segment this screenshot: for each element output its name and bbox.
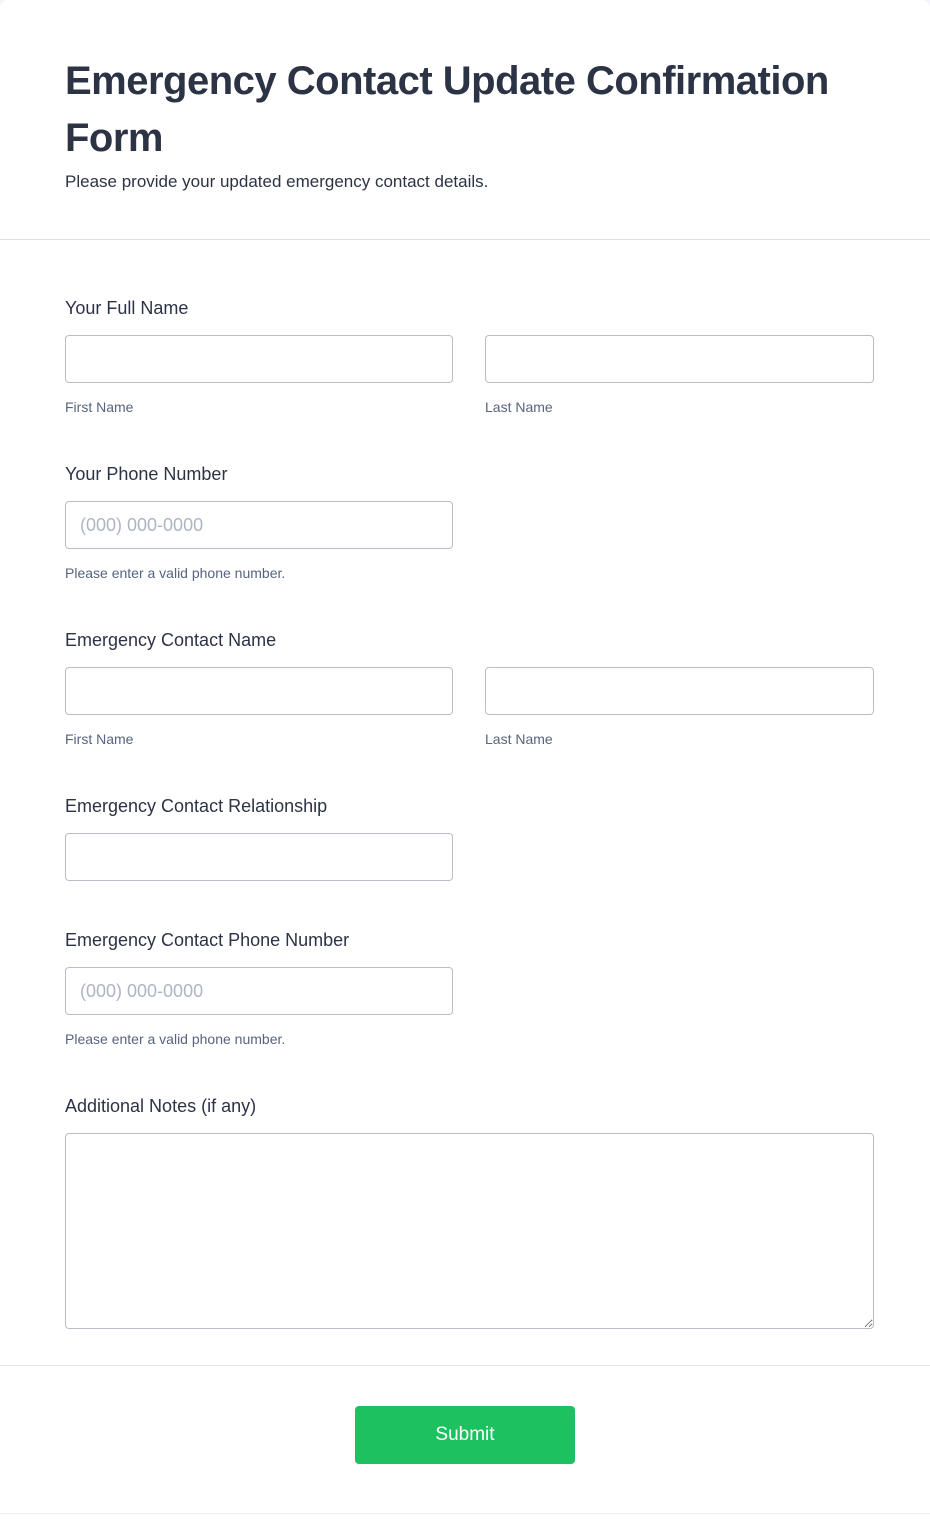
emergency-relationship-label: Emergency Contact Relationship [65, 796, 328, 816]
phone-label: Your Phone Number [65, 464, 228, 484]
full-name-first-input[interactable] [65, 335, 453, 383]
form-footer [0, 1365, 930, 1514]
full-name-last-input[interactable] [485, 335, 874, 383]
question-phone [65, 463, 874, 581]
emergency-name-columns [65, 667, 874, 747]
emergency-name-last-sublabel: Last Name [485, 731, 553, 747]
question-notes [65, 1095, 874, 1329]
emergency-name-first-input[interactable] [65, 667, 453, 715]
full-name-last-sublabel: Last Name [485, 399, 553, 415]
emergency-phone-label: Emergency Contact Phone Number [65, 930, 350, 950]
full-name-first-sublabel: First Name [65, 399, 134, 415]
full-name-columns [65, 335, 874, 415]
emergency-phone-input[interactable] [65, 967, 453, 1015]
notes-textarea[interactable] [65, 1133, 874, 1329]
emergency-name-label: Emergency Contact Name [65, 630, 277, 650]
form-subtitle: Please provide your updated emergency contact details. [65, 172, 489, 191]
form-header [0, 0, 930, 240]
full-name-label: Your Full Name [65, 298, 189, 318]
form-title: Emergency Contact Update Confirmation Form [65, 59, 829, 160]
phone-hint: Please enter a valid phone number. [65, 565, 286, 581]
emergency-relationship-input[interactable] [65, 833, 453, 881]
question-full-name [65, 297, 874, 415]
full-name-last-column [485, 335, 874, 415]
emergency-name-last-input[interactable] [485, 667, 874, 715]
question-emergency-relationship [65, 795, 874, 881]
emergency-name-first-column [65, 667, 453, 747]
question-emergency-name [65, 629, 874, 747]
emergency-name-last-column [485, 667, 874, 747]
form-body [0, 240, 930, 1329]
emergency-phone-hint: Please enter a valid phone number. [65, 1031, 286, 1047]
submit-button[interactable]: Submit [355, 1406, 575, 1464]
full-name-first-column [65, 335, 453, 415]
emergency-name-first-sublabel: First Name [65, 731, 134, 747]
phone-input[interactable] [65, 501, 453, 549]
notes-label: Additional Notes (if any) [65, 1096, 257, 1116]
question-emergency-phone [65, 929, 874, 1047]
